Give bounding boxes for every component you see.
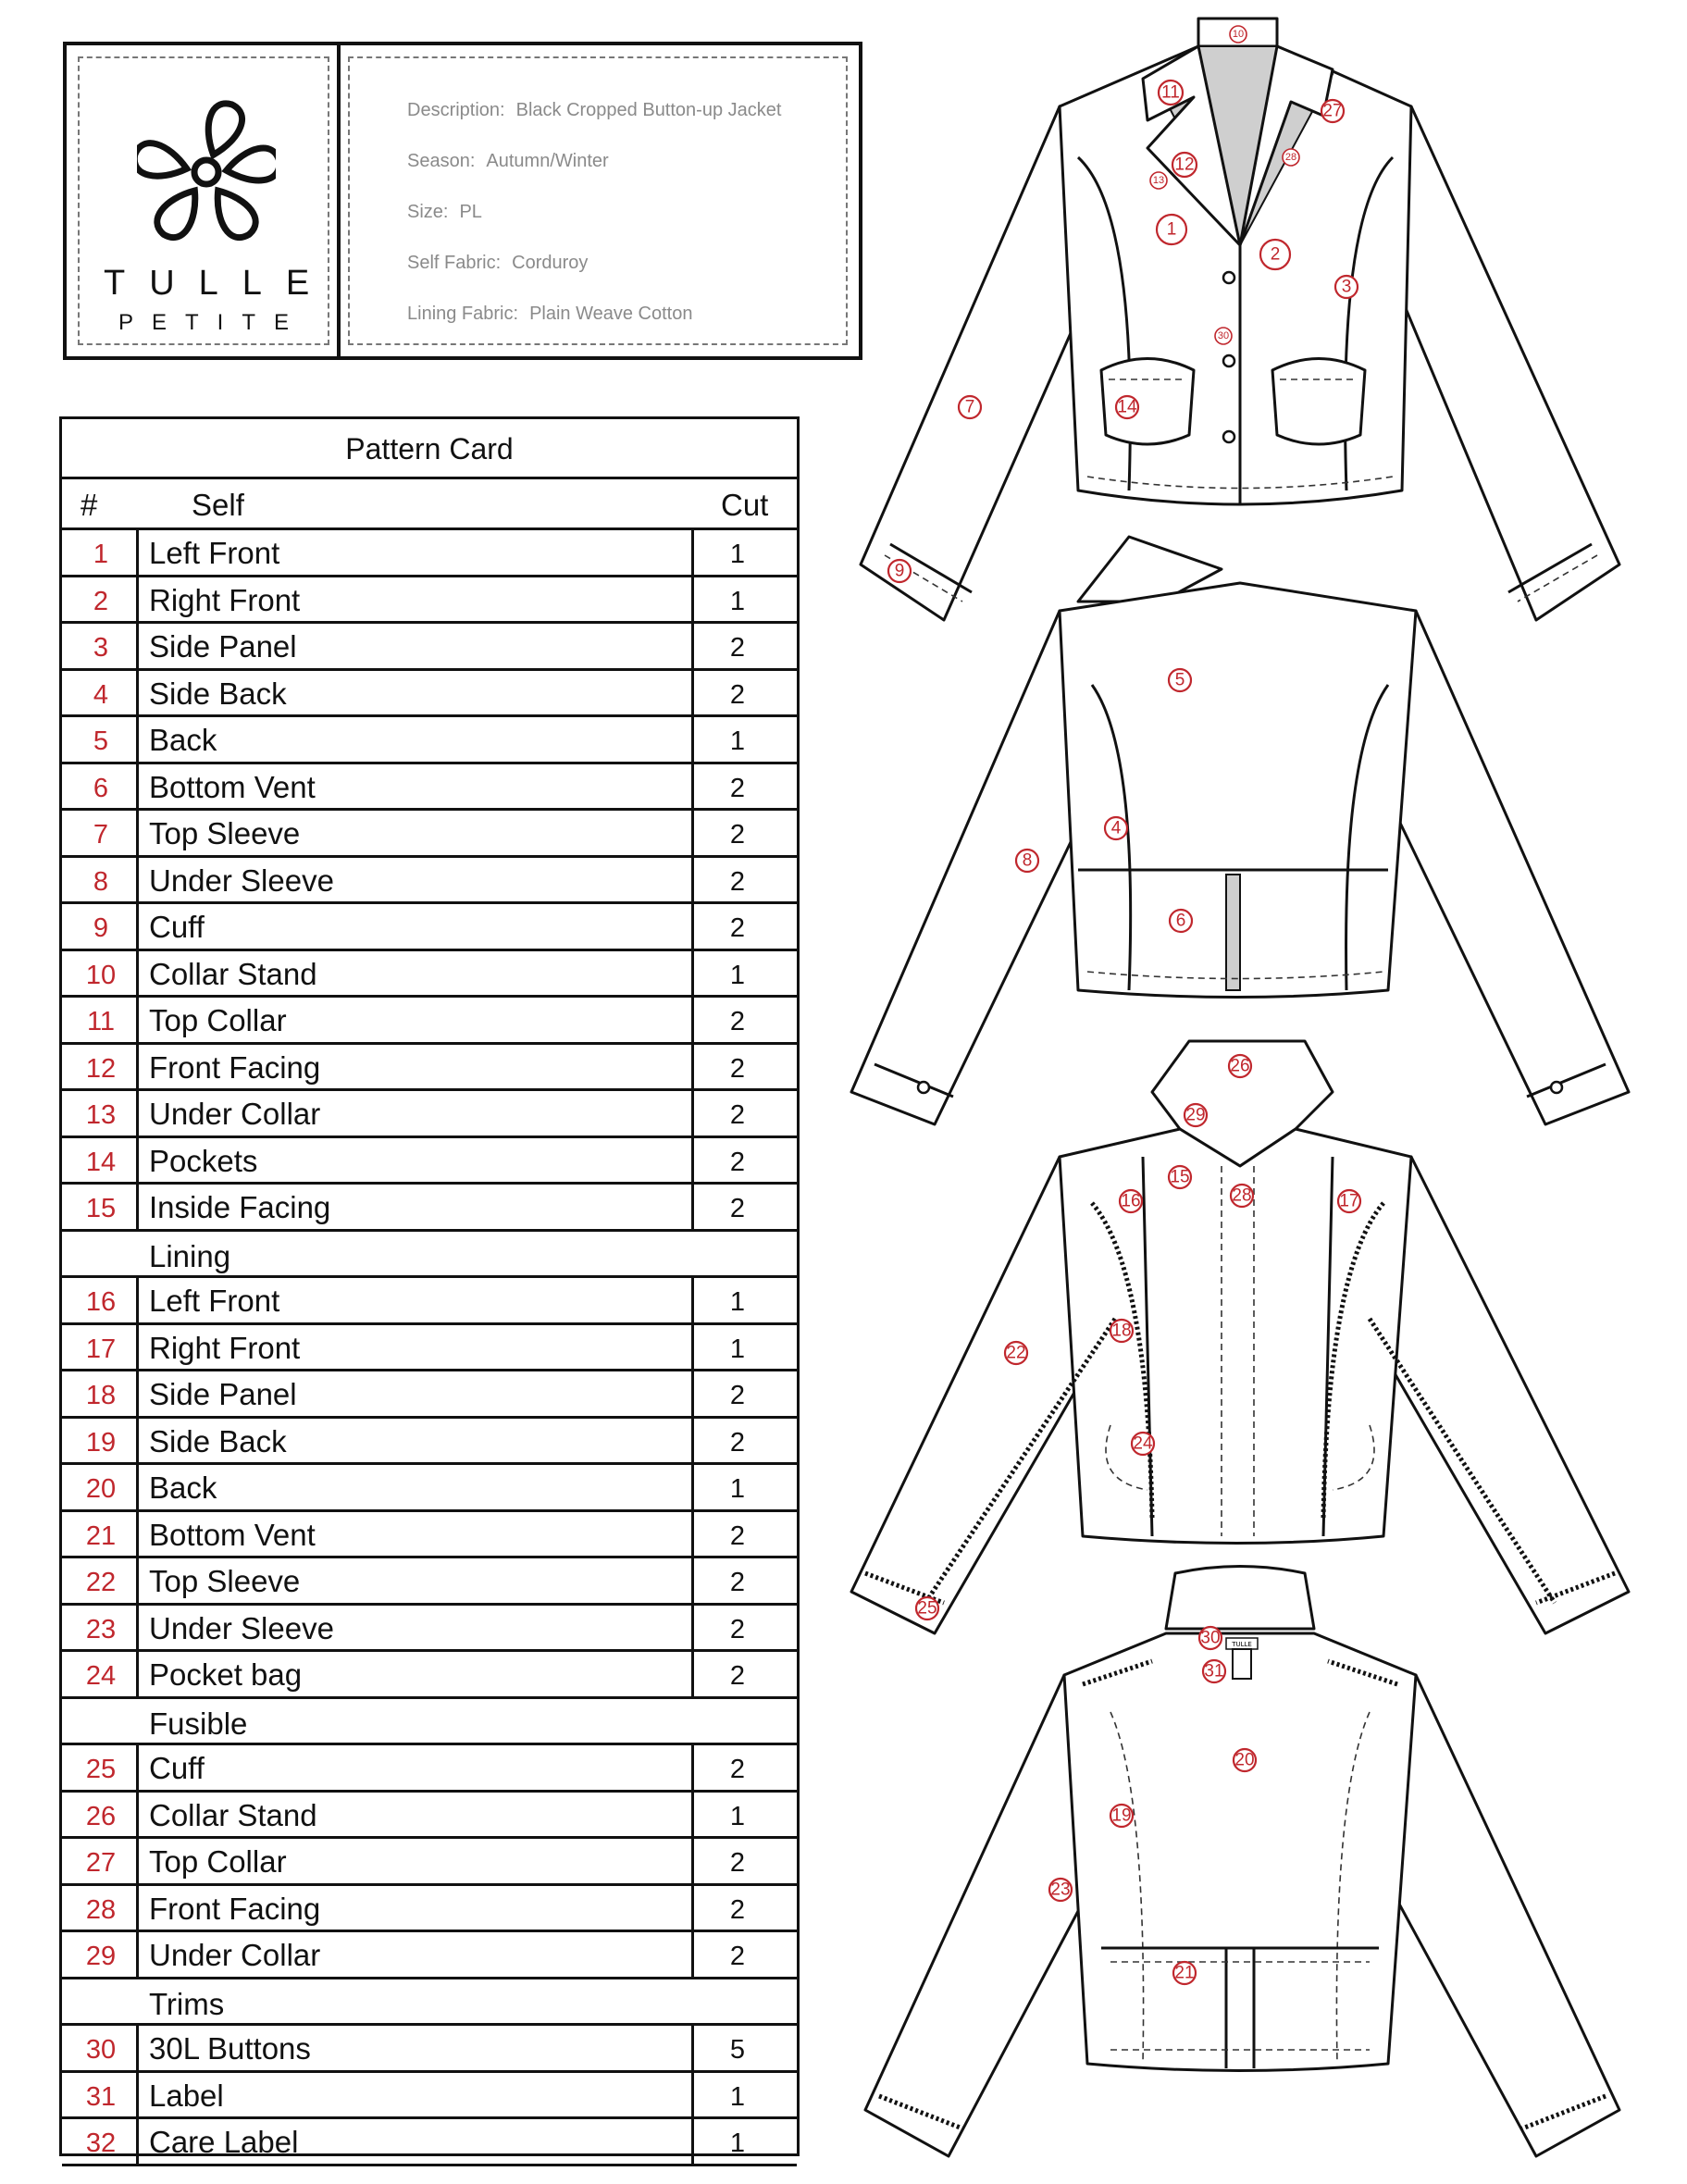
row-divider xyxy=(62,1556,797,1558)
sketch-label-text: TULLE xyxy=(1232,1641,1252,1648)
callout-31 xyxy=(1203,1660,1225,1682)
info-label: Size: xyxy=(407,202,449,222)
row-number: 19 xyxy=(85,1427,117,1458)
svg-text:7: 7 xyxy=(964,397,975,417)
svg-text:28: 28 xyxy=(1232,1185,1252,1206)
row-number: 13 xyxy=(85,1100,117,1130)
row-number: 18 xyxy=(85,1381,117,1410)
row-cut-count: 1 xyxy=(729,2081,746,2112)
column-divider xyxy=(691,530,694,1232)
row-piece-name: Pockets xyxy=(149,1143,258,1178)
row-number: 32 xyxy=(85,2128,117,2158)
row-divider xyxy=(62,1042,797,1045)
row-piece-name: Side Panel xyxy=(149,1377,297,1411)
callout-13 xyxy=(1150,172,1167,189)
row-piece-name: Collar Stand xyxy=(149,956,317,991)
svg-text:19: 19 xyxy=(1111,1806,1132,1826)
info-value: Corduroy xyxy=(512,253,589,273)
row-divider xyxy=(62,714,797,717)
svg-text:15: 15 xyxy=(1170,1167,1190,1187)
svg-text:26: 26 xyxy=(1230,1056,1250,1076)
callout-20 xyxy=(1234,1749,1256,1771)
brand-subtitle: PETITE xyxy=(118,310,307,335)
row-cut-count: 2 xyxy=(729,1848,746,1878)
row-cut-count: 1 xyxy=(729,1474,746,1504)
svg-text:27: 27 xyxy=(1322,101,1343,121)
row-piece-name: Top Sleeve xyxy=(149,816,301,850)
svg-text:4: 4 xyxy=(1110,818,1122,838)
section-divider xyxy=(62,1275,797,1278)
info-value: PL xyxy=(459,202,482,222)
section-label-lining: Lining xyxy=(149,1238,231,1273)
title-divider xyxy=(62,477,797,479)
logo-box xyxy=(78,56,334,345)
row-number: 31 xyxy=(85,2081,117,2112)
row-piece-name: Side Back xyxy=(149,676,287,711)
row-piece-name: Cuff xyxy=(149,1751,205,1785)
row-cut-count: 1 xyxy=(729,726,746,756)
info-label: Season: xyxy=(407,151,476,171)
callout-11 xyxy=(1159,81,1183,105)
svg-text:11: 11 xyxy=(1161,82,1180,103)
row-cut-count: 2 xyxy=(729,633,746,663)
callout-15 xyxy=(1169,1166,1191,1188)
row-piece-name: Left Front xyxy=(149,1284,280,1318)
svg-text:24: 24 xyxy=(1133,1433,1153,1454)
row-divider xyxy=(62,1369,797,1371)
row-cut-count: 2 xyxy=(729,1661,746,1691)
row-divider xyxy=(62,2164,797,2166)
row-cut-count: 2 xyxy=(729,1614,746,1644)
row-cut-count: 1 xyxy=(729,1334,746,1364)
svg-text:5: 5 xyxy=(1174,670,1185,690)
callout-28b xyxy=(1231,1185,1253,1207)
row-number: 5 xyxy=(93,726,109,756)
inside-back-sketch xyxy=(833,1555,1647,2175)
row-piece-name: Top Collar xyxy=(149,1003,287,1037)
callout-19 xyxy=(1110,1805,1133,1827)
brand-name: TULLE xyxy=(104,264,334,303)
row-number: 17 xyxy=(85,1334,117,1364)
svg-text:12: 12 xyxy=(1174,155,1195,175)
callout-29 xyxy=(1185,1104,1207,1126)
info-label: Description: xyxy=(407,100,505,120)
svg-text:23: 23 xyxy=(1050,1880,1071,1900)
row-piece-name: Under Sleeve xyxy=(149,862,334,898)
row-divider xyxy=(62,1229,797,1232)
callout-8 xyxy=(1016,850,1038,872)
info-label: Lining Fabric: xyxy=(407,304,519,324)
callout-12 xyxy=(1172,153,1197,177)
row-cut-count: 1 xyxy=(729,1287,746,1317)
svg-text:21: 21 xyxy=(1174,1963,1195,1983)
row-divider xyxy=(62,808,797,811)
row-number: 6 xyxy=(93,773,109,803)
row-cut-count: 1 xyxy=(729,586,746,616)
row-number: 16 xyxy=(85,1287,117,1317)
row-piece-name: Bottom Vent xyxy=(149,1517,316,1552)
row-divider xyxy=(62,1977,797,1979)
svg-text:3: 3 xyxy=(1341,277,1352,297)
row-divider xyxy=(62,995,797,998)
row-divider xyxy=(62,855,797,858)
flower-logo-icon xyxy=(137,95,276,253)
svg-text:30: 30 xyxy=(1217,330,1230,341)
row-number: 15 xyxy=(85,1194,117,1223)
info-value: Black Cropped Button-up Jacket xyxy=(515,100,782,120)
row-cut-count: 2 xyxy=(729,773,746,803)
svg-text:29: 29 xyxy=(1185,1105,1206,1125)
row-piece-name: Top Sleeve xyxy=(149,1564,301,1598)
column-divider xyxy=(691,2026,694,2166)
callout-6 xyxy=(1170,910,1192,932)
row-piece-name: Left Front xyxy=(149,536,280,570)
callout-16 xyxy=(1120,1190,1142,1212)
row-cut-count: 2 xyxy=(729,1381,746,1410)
row-piece-name: Back xyxy=(149,723,217,757)
info-label: Self Fabric: xyxy=(407,253,502,273)
row-divider xyxy=(62,1462,797,1465)
svg-text:30: 30 xyxy=(1200,1628,1221,1648)
row-piece-name: Right Front xyxy=(149,582,301,617)
row-divider xyxy=(62,621,797,624)
row-piece-name: Back xyxy=(149,1470,217,1505)
callout-14 xyxy=(1116,396,1138,418)
callout-27 xyxy=(1321,100,1344,122)
callout-4 xyxy=(1105,817,1127,839)
row-cut-count: 2 xyxy=(729,679,746,710)
callout-23 xyxy=(1049,1879,1072,1901)
row-piece-name: Front Facing xyxy=(149,1049,321,1085)
row-cut-count: 2 xyxy=(729,1147,746,1177)
row-number: 23 xyxy=(85,1614,117,1644)
row-piece-name: Inside Facing xyxy=(149,1190,331,1224)
row-divider xyxy=(62,1509,797,1512)
callout-30 xyxy=(1215,328,1232,344)
row-piece-name: Care Label xyxy=(149,2125,299,2159)
callout-2 xyxy=(1260,240,1290,269)
row-piece-name: Pocket bag xyxy=(149,1657,303,1692)
row-number: 25 xyxy=(85,1755,117,1784)
row-divider xyxy=(62,1790,797,1793)
row-number: 4 xyxy=(93,679,109,710)
row-divider xyxy=(62,1182,797,1185)
row-piece-name: 30L Buttons xyxy=(149,2031,311,2066)
pattern-card-title: Pattern Card xyxy=(345,432,514,465)
row-divider xyxy=(62,668,797,671)
row-number: 24 xyxy=(85,1661,117,1691)
row-number: 14 xyxy=(85,1147,117,1177)
row-cut-count: 2 xyxy=(729,1755,746,1784)
callout-10 xyxy=(1230,26,1247,43)
svg-text:25: 25 xyxy=(917,1598,937,1619)
row-cut-count: 2 xyxy=(729,1427,746,1458)
row-piece-name: Right Front xyxy=(149,1330,301,1365)
row-divider xyxy=(62,1883,797,1886)
column-divider xyxy=(691,1745,694,1979)
info-value: Plain Weave Cotton xyxy=(529,304,693,324)
row-number: 27 xyxy=(85,1848,117,1878)
row-number: 22 xyxy=(85,1568,117,1597)
row-cut-count: 2 xyxy=(729,1942,746,1971)
row-cut-count: 2 xyxy=(729,913,746,943)
row-piece-name: Under Sleeve xyxy=(149,1610,334,1645)
row-cut-count: 1 xyxy=(729,2128,746,2158)
column-header-self: Self xyxy=(192,488,244,522)
row-number: 3 xyxy=(93,633,109,663)
row-cut-count: 5 xyxy=(729,2035,746,2065)
row-number: 10 xyxy=(85,960,117,990)
svg-text:22: 22 xyxy=(1006,1343,1026,1363)
row-cut-count: 1 xyxy=(729,1801,746,1831)
row-piece-name: Side Panel xyxy=(149,629,297,664)
callout-17 xyxy=(1338,1190,1360,1212)
column-divider xyxy=(136,1278,139,1699)
svg-text:9: 9 xyxy=(894,561,905,581)
row-divider xyxy=(62,901,797,904)
info-size xyxy=(407,202,482,223)
callout-3 xyxy=(1335,276,1358,298)
row-divider xyxy=(62,575,797,577)
info-description xyxy=(407,100,781,121)
svg-text:28: 28 xyxy=(1284,152,1297,163)
row-piece-name: Collar Stand xyxy=(149,1797,317,1832)
info-box xyxy=(348,56,848,345)
callout-21 xyxy=(1173,1962,1196,1984)
row-piece-name: Top Collar xyxy=(149,1844,287,1879)
column-divider xyxy=(136,530,139,1232)
column-header-cut: Cut xyxy=(721,488,769,522)
row-number: 21 xyxy=(85,1520,117,1551)
header-divider xyxy=(337,45,341,356)
callout-26 xyxy=(1229,1055,1251,1077)
callout-5 xyxy=(1169,669,1191,691)
svg-text:2: 2 xyxy=(1270,244,1281,265)
callout-1 xyxy=(1157,215,1186,244)
svg-text:31: 31 xyxy=(1204,1661,1224,1681)
pattern-card-table xyxy=(59,416,800,2159)
svg-text:10: 10 xyxy=(1232,29,1245,40)
row-cut-count: 2 xyxy=(729,1194,746,1223)
row-piece-name: Front Facing xyxy=(149,1891,321,1926)
svg-text:8: 8 xyxy=(1022,850,1033,871)
row-number: 7 xyxy=(93,820,109,850)
header-divider xyxy=(62,527,797,530)
row-number: 30 xyxy=(85,2035,117,2065)
row-divider xyxy=(62,1836,797,1839)
row-number: 28 xyxy=(85,1894,117,1925)
row-piece-name: Under Collar xyxy=(149,1097,321,1131)
row-cut-count: 2 xyxy=(729,1053,746,1084)
svg-text:17: 17 xyxy=(1339,1191,1359,1211)
row-number: 12 xyxy=(85,1053,117,1084)
header-card xyxy=(63,42,862,360)
row-divider xyxy=(62,1930,797,1932)
row-cut-count: 2 xyxy=(729,1100,746,1130)
row-divider xyxy=(62,1649,797,1652)
callout-7 xyxy=(959,396,981,418)
row-number: 26 xyxy=(85,1801,117,1831)
info-lining-fabric xyxy=(407,304,692,325)
callout-28 xyxy=(1283,149,1299,166)
row-piece-name: Bottom Vent xyxy=(149,769,316,804)
svg-text:6: 6 xyxy=(1175,911,1186,931)
svg-text:14: 14 xyxy=(1117,397,1137,417)
row-piece-name: Side Back xyxy=(149,1423,287,1458)
svg-text:13: 13 xyxy=(1152,175,1165,186)
row-number: 9 xyxy=(93,913,109,943)
column-header-number: # xyxy=(81,488,98,522)
section-label-fusible: Fusible xyxy=(149,1706,248,1741)
callout-22 xyxy=(1005,1342,1027,1364)
column-divider xyxy=(136,1745,139,1979)
callout-30b xyxy=(1199,1627,1222,1649)
row-piece-name: Cuff xyxy=(149,910,205,944)
row-divider xyxy=(62,949,797,951)
section-divider xyxy=(62,1743,797,1745)
row-number: 29 xyxy=(85,1942,117,1971)
callout-24 xyxy=(1132,1433,1154,1455)
svg-text:16: 16 xyxy=(1121,1191,1141,1211)
row-cut-count: 2 xyxy=(729,820,746,850)
row-divider xyxy=(62,2070,797,2073)
svg-text:1: 1 xyxy=(1166,219,1177,240)
row-cut-count: 1 xyxy=(729,960,746,990)
info-value: Autumn/Winter xyxy=(486,151,609,171)
row-number: 20 xyxy=(85,1474,117,1504)
row-cut-count: 2 xyxy=(729,1007,746,1036)
callout-18 xyxy=(1110,1320,1133,1342)
svg-text:20: 20 xyxy=(1234,1750,1255,1770)
row-divider xyxy=(62,2116,797,2119)
row-divider xyxy=(62,1603,797,1606)
row-cut-count: 2 xyxy=(729,866,746,897)
row-number: 8 xyxy=(93,866,109,897)
row-cut-count: 2 xyxy=(729,1894,746,1925)
row-number: 2 xyxy=(93,586,109,616)
row-cut-count: 2 xyxy=(729,1568,746,1597)
row-divider xyxy=(62,1322,797,1325)
info-season xyxy=(407,151,609,172)
column-divider xyxy=(691,1278,694,1699)
section-label-trims: Trims xyxy=(149,1986,225,2021)
row-cut-count: 2 xyxy=(729,1520,746,1551)
column-divider xyxy=(136,2026,139,2166)
row-divider xyxy=(62,1135,797,1138)
row-divider xyxy=(62,762,797,764)
section-divider xyxy=(62,2023,797,2026)
row-piece-name: Under Collar xyxy=(149,1938,321,1972)
row-divider xyxy=(62,1416,797,1419)
row-divider xyxy=(62,1088,797,1091)
info-self-fabric xyxy=(407,253,588,274)
row-number: 11 xyxy=(86,1007,116,1036)
row-cut-count: 1 xyxy=(729,540,746,569)
svg-text:18: 18 xyxy=(1111,1321,1132,1341)
row-divider xyxy=(62,1696,797,1699)
row-number: 1 xyxy=(93,540,109,569)
row-piece-name: Label xyxy=(149,2078,224,2113)
